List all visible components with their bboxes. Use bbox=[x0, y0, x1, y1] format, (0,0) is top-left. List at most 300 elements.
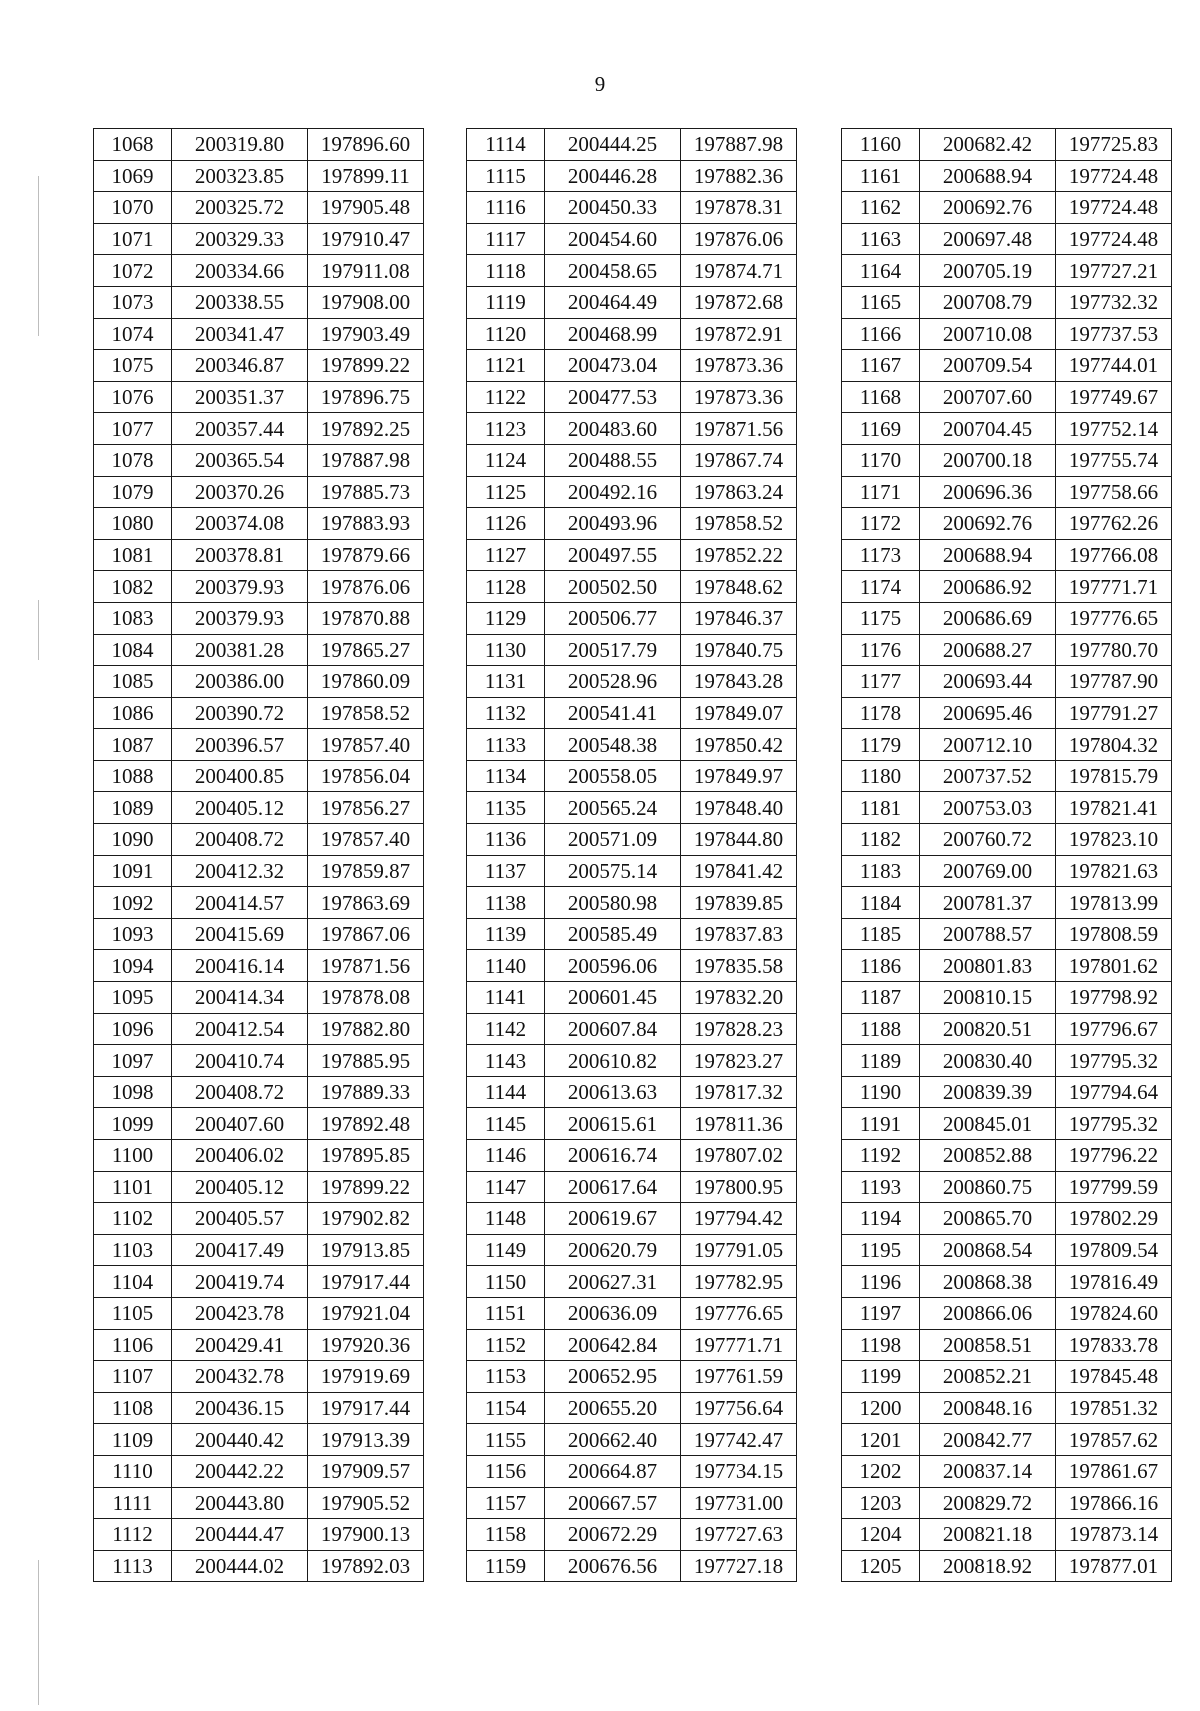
point-number-cell: 1205 bbox=[842, 1550, 920, 1582]
point-number-cell: 1119 bbox=[467, 286, 545, 318]
point-number-cell: 1174 bbox=[842, 571, 920, 603]
table-row bbox=[467, 381, 797, 413]
x-coordinate-cell: 200412.32 bbox=[172, 855, 308, 887]
x-coordinate-cell: 200319.80 bbox=[172, 129, 308, 161]
x-coordinate-cell: 200704.45 bbox=[920, 413, 1056, 445]
x-coordinate-cell: 200416.14 bbox=[172, 950, 308, 982]
table-row bbox=[94, 129, 424, 161]
x-coordinate-cell: 200323.85 bbox=[172, 160, 308, 192]
x-coordinate-cell: 200710.08 bbox=[920, 318, 1056, 350]
table-row bbox=[842, 1203, 1172, 1235]
point-number-cell: 1172 bbox=[842, 508, 920, 540]
x-coordinate-cell: 200575.14 bbox=[545, 855, 681, 887]
x-coordinate-cell: 200868.54 bbox=[920, 1234, 1056, 1266]
table-row bbox=[842, 982, 1172, 1014]
y-coordinate-cell: 197883.93 bbox=[308, 508, 424, 540]
x-coordinate-cell: 200329.33 bbox=[172, 223, 308, 255]
x-coordinate-cell: 200692.76 bbox=[920, 508, 1056, 540]
x-coordinate-cell: 200488.55 bbox=[545, 444, 681, 476]
x-coordinate-cell: 200697.48 bbox=[920, 223, 1056, 255]
point-number-cell: 1121 bbox=[467, 350, 545, 382]
x-coordinate-cell: 200341.47 bbox=[172, 318, 308, 350]
point-number-cell: 1116 bbox=[467, 192, 545, 224]
table-row bbox=[94, 1487, 424, 1519]
y-coordinate-cell: 197873.36 bbox=[681, 381, 797, 413]
y-coordinate-cell: 197885.73 bbox=[308, 476, 424, 508]
table-row bbox=[842, 918, 1172, 950]
y-coordinate-cell: 197771.71 bbox=[1056, 571, 1172, 603]
point-number-cell: 1123 bbox=[467, 413, 545, 445]
x-coordinate-cell: 200407.60 bbox=[172, 1108, 308, 1140]
table-row bbox=[842, 413, 1172, 445]
x-coordinate-cell: 200615.61 bbox=[545, 1108, 681, 1140]
y-coordinate-cell: 197841.42 bbox=[681, 855, 797, 887]
y-coordinate-cell: 197776.65 bbox=[681, 1297, 797, 1329]
point-number-cell: 1144 bbox=[467, 1076, 545, 1108]
table-row bbox=[94, 1171, 424, 1203]
x-coordinate-cell: 200860.75 bbox=[920, 1171, 1056, 1203]
point-number-cell: 1140 bbox=[467, 950, 545, 982]
y-coordinate-cell: 197835.58 bbox=[681, 950, 797, 982]
x-coordinate-cell: 200565.24 bbox=[545, 792, 681, 824]
point-number-cell: 1190 bbox=[842, 1076, 920, 1108]
point-number-cell: 1136 bbox=[467, 824, 545, 856]
point-number-cell: 1129 bbox=[467, 602, 545, 634]
y-coordinate-cell: 197802.29 bbox=[1056, 1203, 1172, 1235]
coordinates-table-2 bbox=[466, 128, 797, 1582]
point-number-cell: 1114 bbox=[467, 129, 545, 161]
table-row bbox=[94, 760, 424, 792]
x-coordinate-cell: 200858.51 bbox=[920, 1329, 1056, 1361]
x-coordinate-cell: 200440.42 bbox=[172, 1424, 308, 1456]
x-coordinate-cell: 200821.18 bbox=[920, 1519, 1056, 1551]
x-coordinate-cell: 200676.56 bbox=[545, 1550, 681, 1582]
point-number-cell: 1179 bbox=[842, 729, 920, 761]
y-coordinate-cell: 197849.97 bbox=[681, 760, 797, 792]
y-coordinate-cell: 197908.00 bbox=[308, 286, 424, 318]
x-coordinate-cell: 200865.70 bbox=[920, 1203, 1056, 1235]
table-row bbox=[842, 571, 1172, 603]
x-coordinate-cell: 200753.03 bbox=[920, 792, 1056, 824]
x-coordinate-cell: 200436.15 bbox=[172, 1392, 308, 1424]
y-coordinate-cell: 197796.67 bbox=[1056, 1013, 1172, 1045]
x-coordinate-cell: 200517.79 bbox=[545, 634, 681, 666]
y-coordinate-cell: 197724.48 bbox=[1056, 192, 1172, 224]
point-number-cell: 1198 bbox=[842, 1329, 920, 1361]
x-coordinate-cell: 200417.49 bbox=[172, 1234, 308, 1266]
point-number-cell: 1093 bbox=[94, 918, 172, 950]
table-row bbox=[842, 1234, 1172, 1266]
point-number-cell: 1076 bbox=[94, 381, 172, 413]
x-coordinate-cell: 200842.77 bbox=[920, 1424, 1056, 1456]
table-row bbox=[467, 1171, 797, 1203]
x-coordinate-cell: 200390.72 bbox=[172, 697, 308, 729]
point-number-cell: 1104 bbox=[94, 1266, 172, 1298]
table-row bbox=[467, 1076, 797, 1108]
y-coordinate-cell: 197899.11 bbox=[308, 160, 424, 192]
point-number-cell: 1166 bbox=[842, 318, 920, 350]
table-row bbox=[467, 1519, 797, 1551]
x-coordinate-cell: 200423.78 bbox=[172, 1297, 308, 1329]
y-coordinate-cell: 197742.47 bbox=[681, 1424, 797, 1456]
y-coordinate-cell: 197776.65 bbox=[1056, 602, 1172, 634]
point-number-cell: 1194 bbox=[842, 1203, 920, 1235]
table-row bbox=[94, 1329, 424, 1361]
table-row bbox=[842, 255, 1172, 287]
y-coordinate-cell: 197731.00 bbox=[681, 1487, 797, 1519]
point-number-cell: 1100 bbox=[94, 1140, 172, 1172]
table-row bbox=[94, 697, 424, 729]
point-number-cell: 1187 bbox=[842, 982, 920, 1014]
point-number-cell: 1202 bbox=[842, 1455, 920, 1487]
point-number-cell: 1077 bbox=[94, 413, 172, 445]
table-row bbox=[842, 855, 1172, 887]
x-coordinate-cell: 200607.84 bbox=[545, 1013, 681, 1045]
table-row bbox=[467, 1234, 797, 1266]
x-coordinate-cell: 200400.85 bbox=[172, 760, 308, 792]
table-row bbox=[94, 918, 424, 950]
point-number-cell: 1171 bbox=[842, 476, 920, 508]
table-row bbox=[94, 824, 424, 856]
table-row bbox=[842, 1045, 1172, 1077]
y-coordinate-cell: 197817.32 bbox=[681, 1076, 797, 1108]
y-coordinate-cell: 197878.08 bbox=[308, 982, 424, 1014]
y-coordinate-cell: 197734.15 bbox=[681, 1455, 797, 1487]
table-row bbox=[94, 982, 424, 1014]
table-row bbox=[467, 887, 797, 919]
y-coordinate-cell: 197885.95 bbox=[308, 1045, 424, 1077]
x-coordinate-cell: 200845.01 bbox=[920, 1108, 1056, 1140]
y-coordinate-cell: 197876.06 bbox=[681, 223, 797, 255]
y-coordinate-cell: 197811.36 bbox=[681, 1108, 797, 1140]
point-number-cell: 1161 bbox=[842, 160, 920, 192]
table-row bbox=[94, 1392, 424, 1424]
x-coordinate-cell: 200443.80 bbox=[172, 1487, 308, 1519]
y-coordinate-cell: 197858.52 bbox=[308, 697, 424, 729]
scan-artifact-line bbox=[38, 176, 39, 336]
y-coordinate-cell: 197756.64 bbox=[681, 1392, 797, 1424]
point-number-cell: 1131 bbox=[467, 666, 545, 698]
y-coordinate-cell: 197780.70 bbox=[1056, 634, 1172, 666]
point-number-cell: 1135 bbox=[467, 792, 545, 824]
x-coordinate-cell: 200405.12 bbox=[172, 792, 308, 824]
table-row bbox=[94, 1519, 424, 1551]
table-row bbox=[842, 129, 1172, 161]
point-number-cell: 1188 bbox=[842, 1013, 920, 1045]
y-coordinate-cell: 197921.04 bbox=[308, 1297, 424, 1329]
y-coordinate-cell: 197861.67 bbox=[1056, 1455, 1172, 1487]
table-row bbox=[842, 1076, 1172, 1108]
y-coordinate-cell: 197913.39 bbox=[308, 1424, 424, 1456]
y-coordinate-cell: 197782.95 bbox=[681, 1266, 797, 1298]
x-coordinate-cell: 200580.98 bbox=[545, 887, 681, 919]
table-row bbox=[842, 950, 1172, 982]
table-row bbox=[94, 792, 424, 824]
table-row bbox=[467, 192, 797, 224]
y-coordinate-cell: 197823.27 bbox=[681, 1045, 797, 1077]
y-coordinate-cell: 197851.32 bbox=[1056, 1392, 1172, 1424]
y-coordinate-cell: 197839.85 bbox=[681, 887, 797, 919]
table-row bbox=[467, 1108, 797, 1140]
point-number-cell: 1101 bbox=[94, 1171, 172, 1203]
x-coordinate-cell: 200408.72 bbox=[172, 824, 308, 856]
y-coordinate-cell: 197899.22 bbox=[308, 350, 424, 382]
table-row bbox=[467, 760, 797, 792]
y-coordinate-cell: 197857.40 bbox=[308, 824, 424, 856]
table-row bbox=[94, 1297, 424, 1329]
x-coordinate-cell: 200444.25 bbox=[545, 129, 681, 161]
y-coordinate-cell: 197873.36 bbox=[681, 350, 797, 382]
table-row bbox=[467, 160, 797, 192]
table-row bbox=[94, 855, 424, 887]
point-number-cell: 1088 bbox=[94, 760, 172, 792]
y-coordinate-cell: 197849.07 bbox=[681, 697, 797, 729]
point-number-cell: 1164 bbox=[842, 255, 920, 287]
table-row bbox=[842, 1519, 1172, 1551]
x-coordinate-cell: 200379.93 bbox=[172, 602, 308, 634]
x-coordinate-cell: 200351.37 bbox=[172, 381, 308, 413]
table-row bbox=[467, 1329, 797, 1361]
x-coordinate-cell: 200705.19 bbox=[920, 255, 1056, 287]
point-number-cell: 1176 bbox=[842, 634, 920, 666]
x-coordinate-cell: 200700.18 bbox=[920, 444, 1056, 476]
table-row bbox=[842, 634, 1172, 666]
point-number-cell: 1177 bbox=[842, 666, 920, 698]
table-row bbox=[842, 1550, 1172, 1582]
y-coordinate-cell: 197882.36 bbox=[681, 160, 797, 192]
table-row bbox=[467, 792, 797, 824]
y-coordinate-cell: 197858.52 bbox=[681, 508, 797, 540]
y-coordinate-cell: 197813.99 bbox=[1056, 887, 1172, 919]
scan-artifact-line bbox=[38, 1560, 39, 1705]
table-row bbox=[842, 444, 1172, 476]
table-row bbox=[842, 1392, 1172, 1424]
y-coordinate-cell: 197863.69 bbox=[308, 887, 424, 919]
y-coordinate-cell: 197848.62 bbox=[681, 571, 797, 603]
y-coordinate-cell: 197896.75 bbox=[308, 381, 424, 413]
x-coordinate-cell: 200365.54 bbox=[172, 444, 308, 476]
y-coordinate-cell: 197865.27 bbox=[308, 634, 424, 666]
x-coordinate-cell: 200406.02 bbox=[172, 1140, 308, 1172]
point-number-cell: 1099 bbox=[94, 1108, 172, 1140]
x-coordinate-cell: 200830.40 bbox=[920, 1045, 1056, 1077]
table-row bbox=[842, 1361, 1172, 1393]
table-row bbox=[94, 950, 424, 982]
y-coordinate-cell: 197872.91 bbox=[681, 318, 797, 350]
point-number-cell: 1075 bbox=[94, 350, 172, 382]
x-coordinate-cell: 200493.96 bbox=[545, 508, 681, 540]
point-number-cell: 1170 bbox=[842, 444, 920, 476]
x-coordinate-cell: 200596.06 bbox=[545, 950, 681, 982]
table-row bbox=[467, 444, 797, 476]
y-coordinate-cell: 197892.25 bbox=[308, 413, 424, 445]
y-coordinate-cell: 197804.32 bbox=[1056, 729, 1172, 761]
y-coordinate-cell: 197905.52 bbox=[308, 1487, 424, 1519]
table-row bbox=[94, 1108, 424, 1140]
table-row bbox=[94, 192, 424, 224]
table-row bbox=[94, 444, 424, 476]
y-coordinate-cell: 197856.04 bbox=[308, 760, 424, 792]
x-coordinate-cell: 200852.21 bbox=[920, 1361, 1056, 1393]
point-number-cell: 1152 bbox=[467, 1329, 545, 1361]
x-coordinate-cell: 200571.09 bbox=[545, 824, 681, 856]
table-row bbox=[842, 476, 1172, 508]
y-coordinate-cell: 197863.24 bbox=[681, 476, 797, 508]
x-coordinate-cell: 200788.57 bbox=[920, 918, 1056, 950]
table-row bbox=[842, 887, 1172, 919]
x-coordinate-cell: 200810.15 bbox=[920, 982, 1056, 1014]
y-coordinate-cell: 197727.18 bbox=[681, 1550, 797, 1582]
table-row bbox=[94, 602, 424, 634]
table-row bbox=[467, 1424, 797, 1456]
point-number-cell: 1186 bbox=[842, 950, 920, 982]
table-row bbox=[467, 1550, 797, 1582]
point-number-cell: 1146 bbox=[467, 1140, 545, 1172]
point-number-cell: 1165 bbox=[842, 286, 920, 318]
point-number-cell: 1200 bbox=[842, 1392, 920, 1424]
y-coordinate-cell: 197892.48 bbox=[308, 1108, 424, 1140]
point-number-cell: 1142 bbox=[467, 1013, 545, 1045]
x-coordinate-cell: 200370.26 bbox=[172, 476, 308, 508]
y-coordinate-cell: 197856.27 bbox=[308, 792, 424, 824]
y-coordinate-cell: 197867.74 bbox=[681, 444, 797, 476]
table-row bbox=[467, 318, 797, 350]
table-row bbox=[842, 1329, 1172, 1361]
y-coordinate-cell: 197727.21 bbox=[1056, 255, 1172, 287]
y-coordinate-cell: 197762.26 bbox=[1056, 508, 1172, 540]
point-number-cell: 1162 bbox=[842, 192, 920, 224]
y-coordinate-cell: 197850.42 bbox=[681, 729, 797, 761]
point-number-cell: 1197 bbox=[842, 1297, 920, 1329]
point-number-cell: 1074 bbox=[94, 318, 172, 350]
point-number-cell: 1201 bbox=[842, 1424, 920, 1456]
point-number-cell: 1147 bbox=[467, 1171, 545, 1203]
x-coordinate-cell: 200464.49 bbox=[545, 286, 681, 318]
table-row bbox=[842, 729, 1172, 761]
table-row bbox=[94, 1045, 424, 1077]
table-row bbox=[467, 571, 797, 603]
table-row bbox=[842, 697, 1172, 729]
table-row bbox=[842, 160, 1172, 192]
y-coordinate-cell: 197859.87 bbox=[308, 855, 424, 887]
x-coordinate-cell: 200396.57 bbox=[172, 729, 308, 761]
point-number-cell: 1117 bbox=[467, 223, 545, 255]
y-coordinate-cell: 197737.53 bbox=[1056, 318, 1172, 350]
table-row bbox=[94, 1140, 424, 1172]
y-coordinate-cell: 197905.48 bbox=[308, 192, 424, 224]
y-coordinate-cell: 197920.36 bbox=[308, 1329, 424, 1361]
y-coordinate-cell: 197899.22 bbox=[308, 1171, 424, 1203]
y-coordinate-cell: 197732.32 bbox=[1056, 286, 1172, 318]
point-number-cell: 1098 bbox=[94, 1076, 172, 1108]
y-coordinate-cell: 197800.95 bbox=[681, 1171, 797, 1203]
y-coordinate-cell: 197843.28 bbox=[681, 666, 797, 698]
table-row bbox=[842, 824, 1172, 856]
y-coordinate-cell: 197846.37 bbox=[681, 602, 797, 634]
table-row bbox=[94, 539, 424, 571]
point-number-cell: 1094 bbox=[94, 950, 172, 982]
x-coordinate-cell: 200374.08 bbox=[172, 508, 308, 540]
y-coordinate-cell: 197752.14 bbox=[1056, 413, 1172, 445]
y-coordinate-cell: 197724.48 bbox=[1056, 160, 1172, 192]
x-coordinate-cell: 200686.92 bbox=[920, 571, 1056, 603]
table-row bbox=[842, 1487, 1172, 1519]
table-row bbox=[842, 1266, 1172, 1298]
table-row bbox=[94, 413, 424, 445]
table-row bbox=[467, 950, 797, 982]
y-coordinate-cell: 197917.44 bbox=[308, 1392, 424, 1424]
x-coordinate-cell: 200601.45 bbox=[545, 982, 681, 1014]
point-number-cell: 1073 bbox=[94, 286, 172, 318]
x-coordinate-cell: 200410.74 bbox=[172, 1045, 308, 1077]
x-coordinate-cell: 200642.84 bbox=[545, 1329, 681, 1361]
point-number-cell: 1157 bbox=[467, 1487, 545, 1519]
x-coordinate-cell: 200405.57 bbox=[172, 1203, 308, 1235]
y-coordinate-cell: 197895.85 bbox=[308, 1140, 424, 1172]
table-row bbox=[467, 255, 797, 287]
table-row bbox=[467, 1487, 797, 1519]
table-row bbox=[842, 602, 1172, 634]
table-row bbox=[94, 160, 424, 192]
point-number-cell: 1118 bbox=[467, 255, 545, 287]
point-number-cell: 1087 bbox=[94, 729, 172, 761]
x-coordinate-cell: 200497.55 bbox=[545, 539, 681, 571]
y-coordinate-cell: 197909.57 bbox=[308, 1455, 424, 1487]
table-row bbox=[467, 129, 797, 161]
table-row bbox=[467, 413, 797, 445]
y-coordinate-cell: 197837.83 bbox=[681, 918, 797, 950]
y-coordinate-cell: 197795.32 bbox=[1056, 1045, 1172, 1077]
x-coordinate-cell: 200829.72 bbox=[920, 1487, 1056, 1519]
table-row bbox=[94, 350, 424, 382]
table-row bbox=[94, 1234, 424, 1266]
y-coordinate-cell: 197889.33 bbox=[308, 1076, 424, 1108]
x-coordinate-cell: 200769.00 bbox=[920, 855, 1056, 887]
y-coordinate-cell: 197873.14 bbox=[1056, 1519, 1172, 1551]
x-coordinate-cell: 200405.12 bbox=[172, 1171, 308, 1203]
table-row bbox=[842, 792, 1172, 824]
x-coordinate-cell: 200346.87 bbox=[172, 350, 308, 382]
table-row bbox=[94, 1550, 424, 1582]
point-number-cell: 1181 bbox=[842, 792, 920, 824]
point-number-cell: 1149 bbox=[467, 1234, 545, 1266]
point-number-cell: 1185 bbox=[842, 918, 920, 950]
table-row bbox=[467, 1203, 797, 1235]
table-row bbox=[94, 508, 424, 540]
point-number-cell: 1085 bbox=[94, 666, 172, 698]
y-coordinate-cell: 197791.27 bbox=[1056, 697, 1172, 729]
point-number-cell: 1095 bbox=[94, 982, 172, 1014]
point-number-cell: 1195 bbox=[842, 1234, 920, 1266]
x-coordinate-cell: 200325.72 bbox=[172, 192, 308, 224]
point-number-cell: 1153 bbox=[467, 1361, 545, 1393]
table-row bbox=[467, 824, 797, 856]
point-number-cell: 1107 bbox=[94, 1361, 172, 1393]
point-number-cell: 1103 bbox=[94, 1234, 172, 1266]
point-number-cell: 1068 bbox=[94, 129, 172, 161]
table-row bbox=[467, 666, 797, 698]
point-number-cell: 1092 bbox=[94, 887, 172, 919]
y-coordinate-cell: 197852.22 bbox=[681, 539, 797, 571]
table-row bbox=[842, 666, 1172, 698]
x-coordinate-cell: 200357.44 bbox=[172, 413, 308, 445]
y-coordinate-cell: 197900.13 bbox=[308, 1519, 424, 1551]
point-number-cell: 1134 bbox=[467, 760, 545, 792]
y-coordinate-cell: 197844.80 bbox=[681, 824, 797, 856]
page-number: 9 bbox=[594, 72, 606, 96]
y-coordinate-cell: 197866.16 bbox=[1056, 1487, 1172, 1519]
x-coordinate-cell: 200378.81 bbox=[172, 539, 308, 571]
